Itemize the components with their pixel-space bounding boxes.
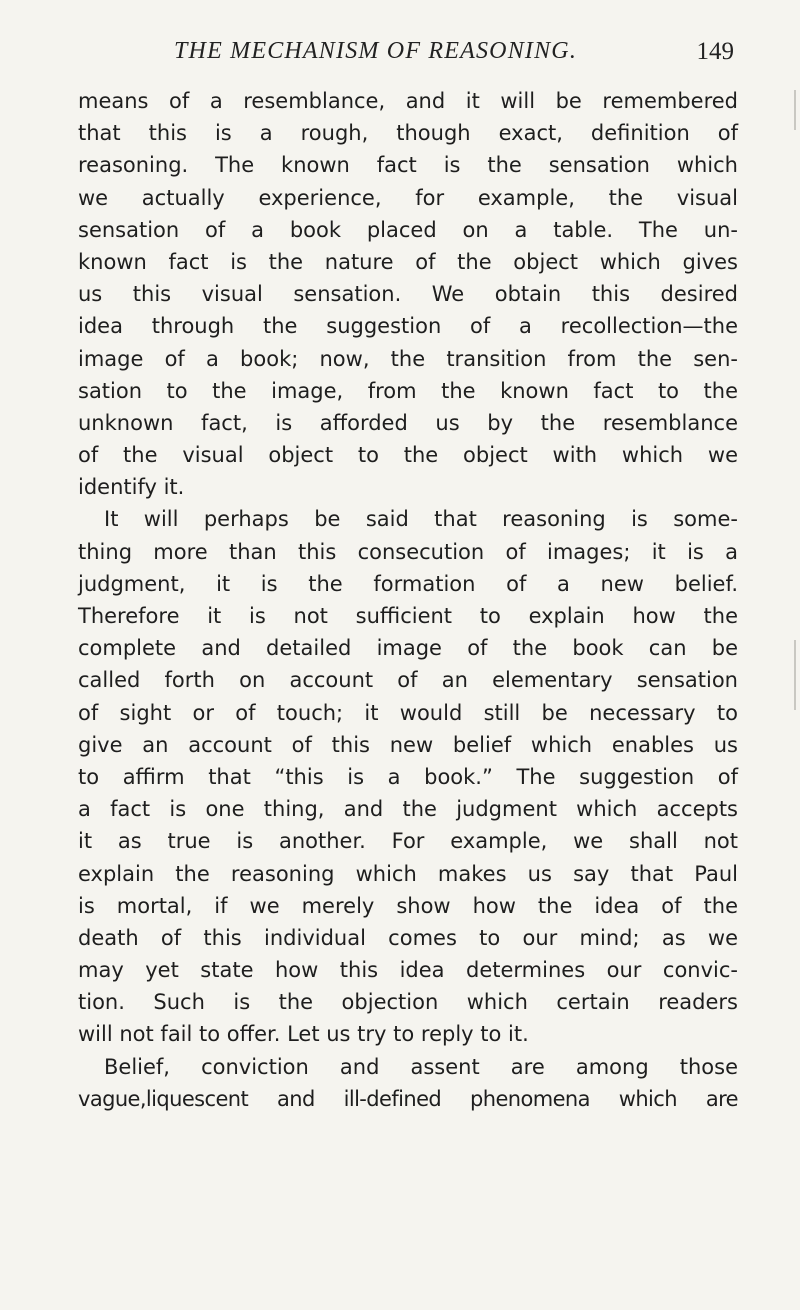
text-line: judgment, it is the formation of a new belief.	[78, 571, 738, 596]
text-line: reasoning. The known fact is the sensation which	[78, 153, 738, 178]
text-line: sensation of a book placed on a table. The un-	[78, 217, 738, 242]
text-line: of sight or of touch; it would still be necessary to	[78, 700, 738, 725]
text-line: explain the reasoning which makes us say that Paul	[78, 861, 738, 886]
text-line: give an account of this new belief which enables us	[78, 732, 738, 757]
text-line: Belief, conviction and assent are among those	[104, 1054, 738, 1079]
text-line: thing more than this consecution of images; it is a	[78, 539, 738, 564]
page-edge-mark	[794, 640, 796, 710]
text-line: tion. Such is the objection which certain readers	[78, 990, 738, 1015]
text-line: that this is a rough, though exact, definition of	[78, 121, 738, 146]
text-line: a fact is one thing, and the judgment which accepts	[78, 797, 738, 822]
text-line: we actually experience, for example, the visual	[78, 185, 738, 210]
text-line: known fact is the nature of the object which gives	[78, 249, 738, 274]
text-line: identify it.	[78, 475, 185, 500]
text-line: unknown fact, is afforded us by the resemblance	[78, 410, 738, 435]
body-text	[78, 85, 738, 1115]
text-line: image of a book; now, the transition from the sen-	[78, 346, 738, 371]
text-line: of the visual object to the object with which we	[78, 443, 738, 468]
text-line: vague,liquescent and ill-defined phenomena which are	[78, 1086, 738, 1111]
text-line: Therefore it is not sufficient to explain how the	[78, 604, 738, 628]
text-line: It will perhaps be said that reasoning is some-	[104, 507, 738, 532]
page-edge-mark	[794, 90, 796, 130]
text-line: will not fail to offer. Let us try to reply to it.	[78, 1022, 529, 1047]
running-head	[78, 38, 738, 70]
page-number: 149	[696, 38, 734, 65]
text-line: it as true is another. For example, we shall not	[78, 829, 738, 854]
text-line: means of a resemblance, and it will be remembered	[78, 89, 738, 113]
text-line: is mortal, if we merely show how the idea of the	[78, 893, 738, 918]
running-title: THE MECHANISM OF REASONING.	[174, 38, 578, 64]
text-line: sation to the image, from the known fact to the	[78, 378, 738, 403]
text-line: complete and detailed image of the book can be	[78, 636, 738, 661]
text-line: us this visual sensation. We obtain this desired	[78, 282, 738, 307]
text-line: called forth on account of an elementary sensation	[78, 668, 738, 693]
text-line: to affirm that “this is a book.” The suggestion of	[78, 764, 738, 789]
text-line: death of this individual comes to our mind; as we	[78, 925, 738, 950]
text-line: idea through the suggestion of a recollection—the	[78, 314, 738, 339]
text-line: may yet state how this idea determines our convic-	[78, 958, 738, 983]
